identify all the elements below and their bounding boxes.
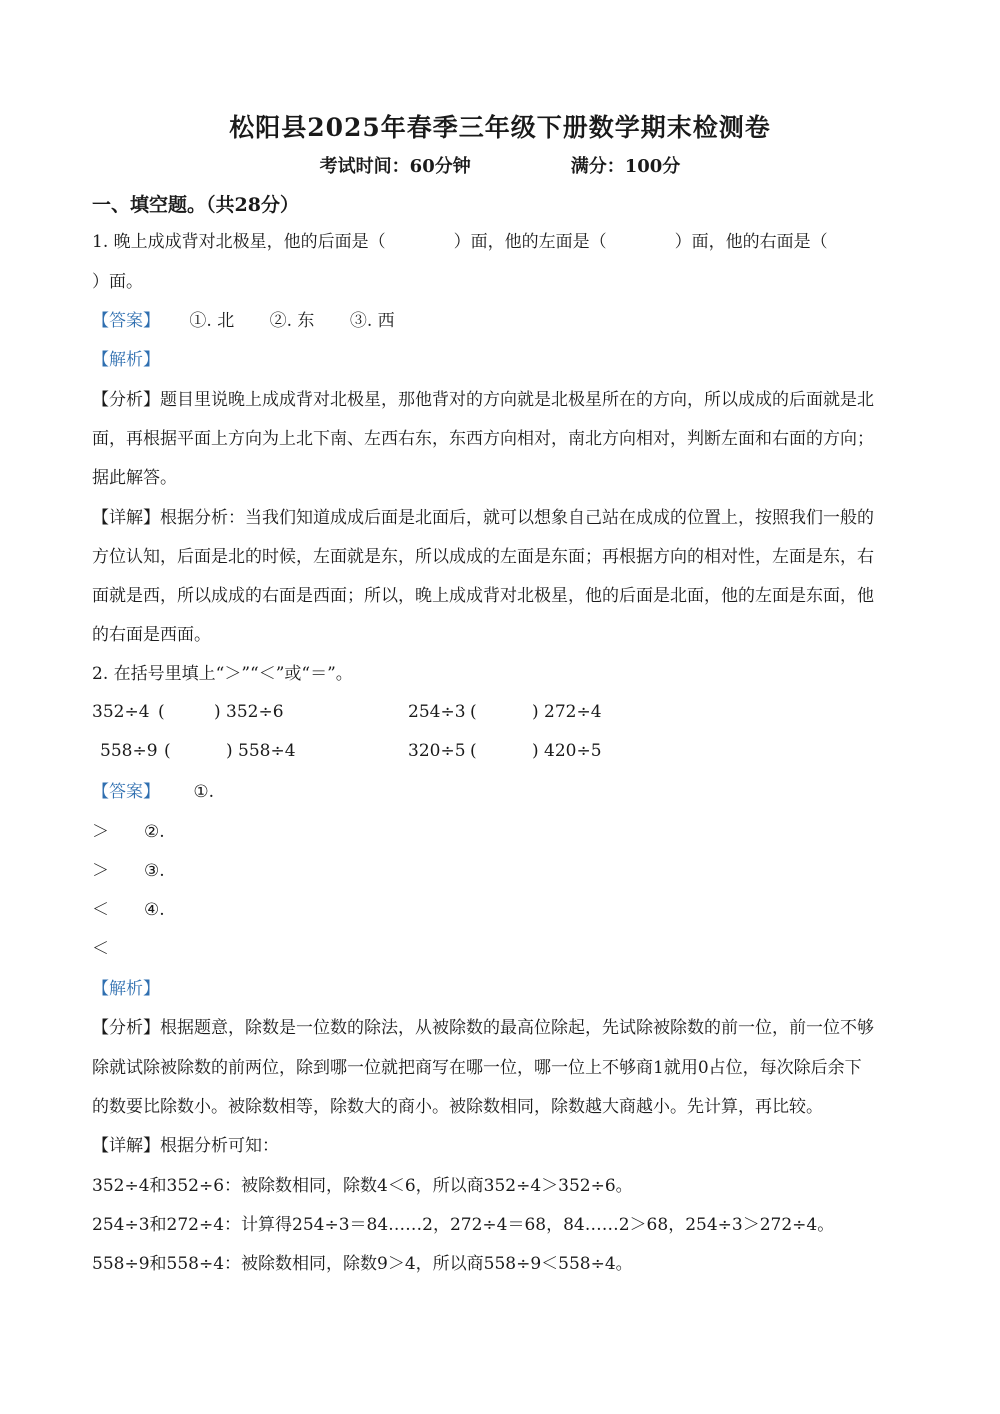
q2-detail-intro: 【详解】根据分析可知： <box>92 1136 279 1156</box>
open-paren: ( <box>470 741 477 761</box>
comparison-right-a: 320÷5 <box>408 741 466 761</box>
exam-time: 考试时间：60分钟 <box>319 156 471 177</box>
q1-detail-line: 的右面是西面。 <box>92 625 211 645</box>
exam-info <box>0 152 1000 178</box>
q1-stem-line1: 1. 晚上成成背对北极星，他的后面是（ ）面，他的左面是（ ）面，他的右面是（ <box>92 232 828 252</box>
q2-jiexi-tag: 【解析】 <box>92 979 160 999</box>
q2-stem: 2. 在括号里填上“＞”“＜”或“＝”。 <box>92 664 353 684</box>
q2-detail-line: 558÷9和558÷4：被除数相同，除数9＞4，所以商558÷9＜558÷4。 <box>92 1254 633 1274</box>
q2-answer-line: ＞ ②. <box>92 822 165 842</box>
answer-tag: 【答案】 <box>92 782 160 802</box>
open-paren: ( <box>470 702 477 722</box>
answer-item: ①. <box>193 782 215 802</box>
q1-jiexi-tag: 【解析】 <box>92 350 160 370</box>
analysis-tag: 【分析】 <box>92 390 160 410</box>
answer-item: ③. 西 <box>349 311 395 331</box>
comparison-right-b: ) 420÷5 <box>532 741 602 761</box>
detail-tag: 【详解】 <box>92 508 160 528</box>
q2-detail-line: 254÷3和272÷4：计算得254÷3＝84……2，272÷4＝68，84……2＞68，254÷3＞272÷4。 <box>92 1215 835 1235</box>
page-title: 松阳县2025年春季三年级下册数学期末检测卷 <box>229 113 771 142</box>
comparison-left-b: ) 558÷4 <box>226 741 296 761</box>
q1-detail-line: 方位认知，后面是北的时候，左面就是东，所以成成的左面是东面；再根据方向的相对性，左面是东，右 <box>92 547 874 567</box>
answer-item: ②. 东 <box>269 311 315 331</box>
q2-answer-line: ＜ ④. <box>92 900 165 920</box>
comparison-right-b: ) 272÷4 <box>532 702 602 722</box>
section-heading: 一、填空题。（共28分） <box>92 194 299 216</box>
comparison-left-a: 558÷9 <box>100 741 158 761</box>
q2-answer-line: ＞ ③. <box>92 861 165 881</box>
q1-analysis-line: 【分析】题目里说晚上成成背对北极星，那他背对的方向就是北极星所在的方向，所以成成的后面就是北 <box>92 390 874 410</box>
detail-tag: 【详解】 <box>92 1136 160 1156</box>
q2-analysis-line: 除就试除被除数的前两位，除到哪一位就把商写在哪一位，哪一位上不够商1就用0占位，每次除后余下 <box>92 1058 862 1078</box>
q1-stem-line2: ）面。 <box>92 272 143 292</box>
full-score: 满分：100分 <box>570 156 681 177</box>
answer-item: ①. 北 <box>189 311 235 331</box>
q2-detail-line: 352÷4和352÷6：被除数相同，除数4＜6，所以商352÷4＞352÷6。 <box>92 1176 633 1196</box>
comparison-left-b: ) 352÷6 <box>214 702 284 722</box>
answer-tag: 【答案】 <box>92 311 160 331</box>
q2-answer <box>92 780 912 804</box>
analysis-tag: 【分析】 <box>92 1018 160 1038</box>
q1-answer <box>92 309 912 333</box>
open-paren: ( <box>164 741 171 761</box>
q1-analysis-line: 据此解答。 <box>92 468 177 488</box>
q1-detail-line: 面就是西，所以成成的右面是西面；所以，晚上成成背对北极星，他的后面是北面，他的左面是东面，他 <box>92 586 874 606</box>
q2-analysis-line: 【分析】根据题意，除数是一位数的除法，从被除数的最高位除起，先试除被除数的前一位，前一位不够 <box>92 1018 874 1038</box>
open-paren: ( <box>158 702 165 722</box>
q1-analysis-line: 面，再根据平面上方向为上北下南、左西右东，东西方向相对，南北方向相对，判断左面和右面的方向； <box>92 429 874 449</box>
comparison-right-a: 254÷3 <box>408 702 466 722</box>
q1-detail-line: 【详解】根据分析：当我们知道成成后面是北面后，就可以想象自己站在成成的位置上，按照我们一般的 <box>92 508 874 528</box>
q2-answer-line: ＜ <box>92 939 109 959</box>
comparison-left-a: 352÷4 <box>92 702 150 722</box>
q2-analysis-line: 的数要比除数小。被除数相等，除数大的商小。被除数相同，除数越大商越小。先计算，再比较。 <box>92 1097 823 1117</box>
